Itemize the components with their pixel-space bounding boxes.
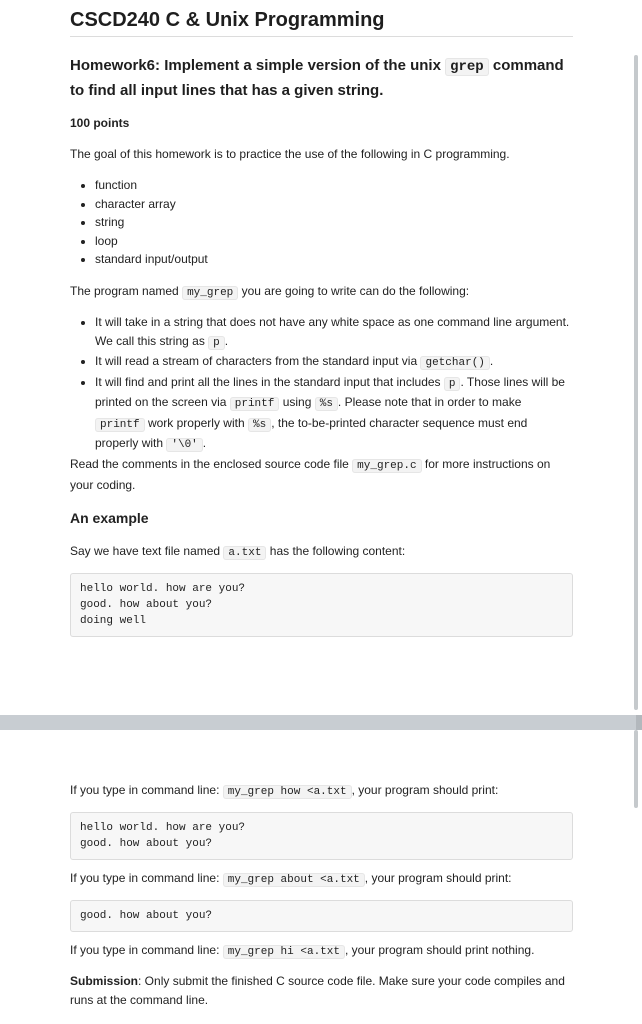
inline-code: my_grep how <a.txt [223, 785, 352, 799]
requirements-list [70, 313, 572, 455]
text: you are going to write can do the following: [238, 284, 470, 298]
list-item [95, 352, 572, 373]
submission-label: Submission [70, 974, 139, 988]
inline-code: '\0' [166, 438, 202, 452]
horizontal-scrollbar-track[interactable] [0, 715, 642, 730]
program-paragraph [70, 282, 572, 303]
example2-output [70, 900, 573, 932]
text: . [489, 354, 494, 368]
text: for more instructions on your coding. [70, 457, 551, 492]
example2-paragraph [70, 869, 572, 890]
read-comments-paragraph [70, 455, 572, 494]
inline-code: getchar() [420, 356, 489, 370]
text: using [279, 395, 315, 409]
text: . Those lines will be printed on the screen via [95, 374, 565, 409]
homework-heading [70, 54, 572, 102]
inline-code: my_grep.c [352, 459, 421, 473]
text: If you type in command line: [70, 871, 223, 885]
text: It will find and print all the lines in the standard input that includes [95, 374, 444, 389]
list-item: • character array [95, 195, 572, 214]
points-label: 100 points [70, 116, 130, 130]
inline-code: a.txt [223, 546, 266, 560]
submission-text: : Only submit the finished C source code file. Make sure your code compiles and runs at the command line. [70, 974, 565, 1007]
file-content-block [70, 573, 573, 637]
text: , your program should print nothing. [344, 943, 535, 957]
example-heading: An example [70, 510, 149, 526]
inline-code: %s [315, 397, 338, 411]
list-item: • standard input/output [95, 250, 572, 269]
code-block: hello world. how are you? good. how about you? [70, 812, 573, 860]
text: , the to-be-printed character sequence must end properly with [95, 415, 528, 450]
text: If you type in command line: [70, 783, 223, 797]
list-item [95, 373, 572, 455]
example1-output [70, 812, 573, 860]
text: Read the comments in the enclosed source code file [70, 457, 353, 471]
code-block: good. how about you? [70, 900, 573, 932]
list-item: • function [95, 176, 572, 195]
inline-code: my_grep [182, 286, 238, 300]
text: work properly with [144, 415, 248, 430]
text: . [224, 333, 229, 348]
scrollbar-upper[interactable] [634, 55, 638, 710]
text: Say we have text file named [70, 544, 224, 558]
grep-code: grep [445, 58, 489, 76]
list-item: • loop [95, 232, 572, 251]
inline-code: p [208, 336, 225, 350]
text: . Please note that in order to make [337, 395, 522, 409]
scrollbar-lower[interactable] [634, 730, 638, 808]
example1-paragraph [70, 781, 572, 802]
list-item [95, 313, 572, 352]
horizontal-scrollbar-thumb[interactable] [636, 715, 642, 730]
inline-code: %s [248, 418, 271, 432]
text: It will read a stream of characters from the standard input via [95, 354, 421, 368]
heading-text-2: command to find all input lines that has a given string. [70, 57, 564, 99]
code-block: hello world. how are you? good. how about you? doing well [70, 573, 573, 637]
text: . [202, 436, 207, 450]
topic-list [70, 176, 572, 269]
text: has the following content: [266, 544, 406, 558]
text: It will take in a string that does not have any white space as one command line argument. We call this string as [95, 315, 570, 348]
list-item: • string [95, 213, 572, 232]
inline-code: p [444, 377, 461, 391]
inline-code: my_grep about <a.txt [223, 873, 365, 887]
submission-paragraph [70, 972, 572, 1009]
example3-paragraph [70, 941, 572, 962]
text: The program named [70, 284, 183, 298]
heading-text: Homework6: Implement a simple version of the unix [70, 57, 446, 74]
goal-paragraph: The goal of this homework is to practice the use of the following in C programming. [70, 147, 510, 161]
text: , your program should print: [364, 871, 512, 885]
text: , your program should print: [351, 783, 499, 797]
text: If you type in command line: [70, 943, 223, 957]
say-paragraph [70, 542, 572, 563]
page-title: CSCD240 C & Unix Programming [70, 7, 573, 37]
inline-code: my_grep hi <a.txt [223, 945, 345, 959]
inline-code: printf [230, 397, 280, 411]
inline-code: printf [95, 418, 145, 432]
